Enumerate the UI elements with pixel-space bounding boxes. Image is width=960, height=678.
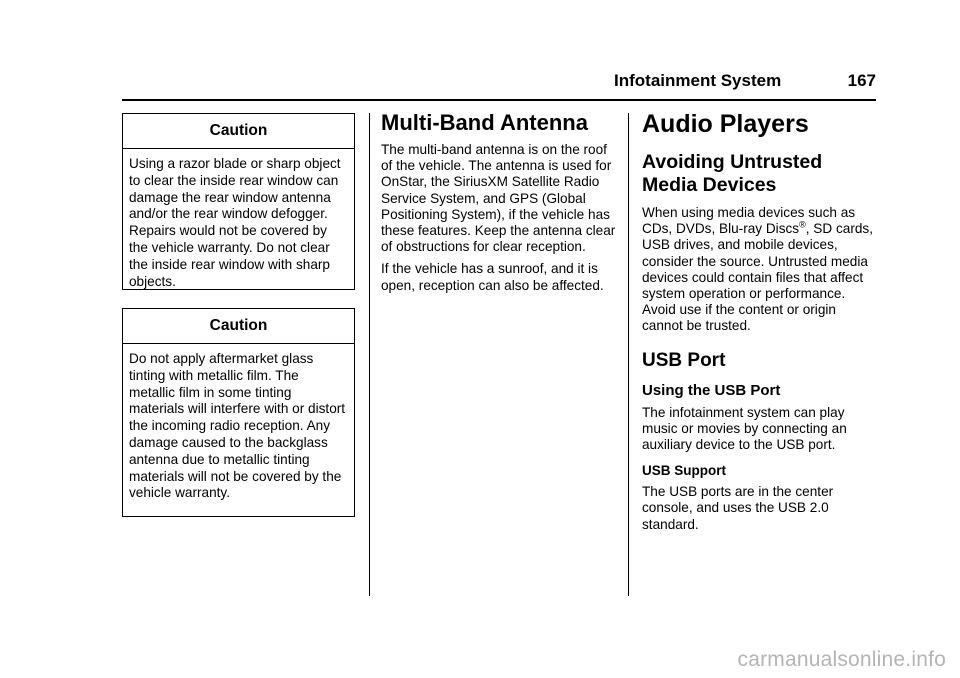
- antenna-heading: Multi-Band Antenna: [381, 110, 588, 135]
- caution-box-1: [122, 113, 355, 290]
- usb-support-paragraph: The USB ports are in the center console, and uses the USB 2.0 standard.: [642, 484, 834, 532]
- antenna-section: [381, 110, 617, 294]
- antenna-paragraph-1: The multi-band antenna is on the roof of the vehicle. The antenna is used for OnStar, the SiriusXM Satellite Radio Service System, and GPS (Global Positioning System), if the vehicle has these features. Keep the antenna clear of obstructions for clear reception.: [381, 142, 616, 255]
- caution-text: Do not apply aftermarket glass tinting with metallic film. The metallic film in some tinting materials will interfere with or distort the incoming radio reception. Any damage caused to the backglass antenna due to metallic tinting materials will not be covered by the vehicle warranty.: [129, 351, 346, 501]
- page-number: 167: [847, 71, 876, 90]
- caution-box-2: [122, 308, 355, 517]
- audio-section: [642, 110, 880, 533]
- section-title: Infotainment System: [614, 71, 782, 90]
- registered-mark: ®: [799, 219, 806, 230]
- caution-title: Caution: [209, 317, 268, 334]
- column-divider-1: [369, 113, 370, 596]
- untrusted-paragraph: [642, 205, 880, 335]
- caution-text: Using a razor blade or sharp object to clear the inside rear window can damage the rear window antenna and/or the rear window defogger. Repairs would not be covered by the vehicle warranty. Do not clear the inside rear window with sharp objects.: [129, 156, 341, 289]
- audio-heading: Audio Players: [642, 110, 809, 138]
- usb-support-heading: USB Support: [642, 463, 726, 479]
- caution-title: Caution: [209, 122, 268, 139]
- usb-port-heading: USB Port: [642, 349, 726, 371]
- page-header: [614, 71, 876, 91]
- watermark-text: carmanualsonline.info: [737, 648, 946, 671]
- antenna-paragraph-2: If the vehicle has a sunroof, and it is open, reception can also be affected.: [381, 261, 604, 293]
- untrusted-heading: Avoiding Untrusted Media Devices: [642, 151, 823, 196]
- column-divider-2: [628, 113, 629, 596]
- untrusted-text-end: , SD cards, USB drives, and mobile devices, consider the source. Untrusted media devices could contain files that affect system operation or performance. Avoid use if the content or origin cannot be trusted.: [642, 221, 873, 334]
- using-usb-heading: Using the USB Port: [642, 381, 781, 399]
- using-usb-paragraph: The infotainment system can play music or movies by connecting an auxiliary device to the USB port.: [642, 404, 847, 453]
- untrusted-text-start: When using media devices such as CDs, DVDs, Blu-ray Discs: [642, 205, 856, 237]
- header-rule: [122, 99, 876, 101]
